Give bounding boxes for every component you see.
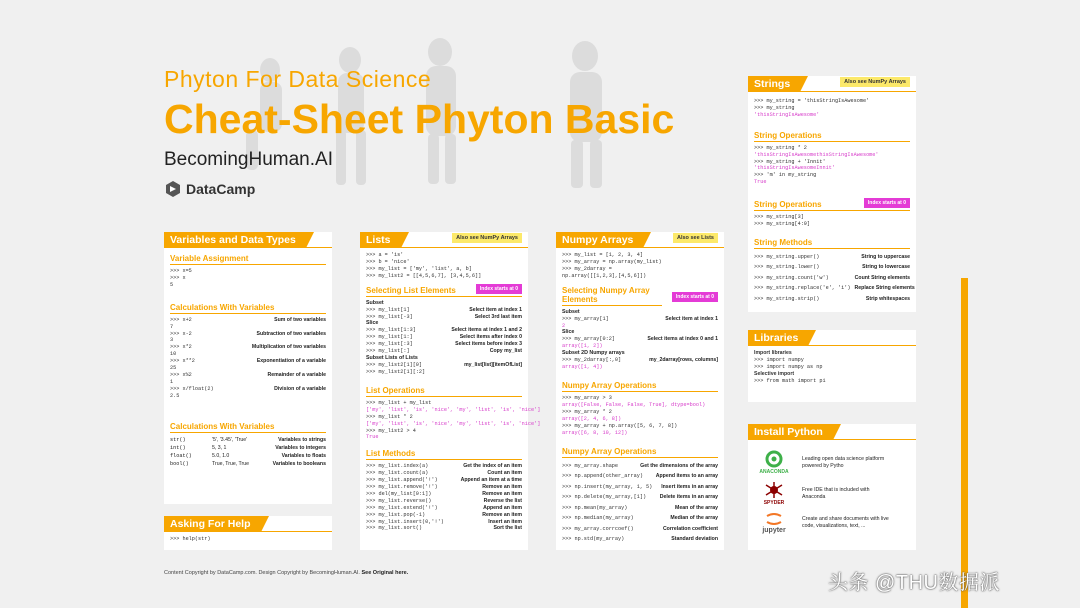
code-snippet: >>> my_list.sort() bbox=[366, 525, 423, 532]
select-list-heading bbox=[366, 286, 522, 297]
code-row bbox=[562, 524, 718, 535]
code-description: Select 3rd last item bbox=[474, 313, 522, 320]
code-description: Multiplication of two variables bbox=[251, 344, 326, 351]
code-description: Select item at index 1 bbox=[469, 306, 522, 313]
code-description: my_list[list][itemOfList] bbox=[464, 362, 522, 369]
anaconda-desc: Leading open data science platform powered by Pytho bbox=[802, 455, 885, 469]
code-row bbox=[170, 379, 326, 386]
type-row bbox=[170, 460, 326, 468]
code-row bbox=[562, 534, 718, 545]
code-row bbox=[366, 369, 522, 376]
code-snippet: >>> x**2 bbox=[170, 358, 195, 365]
code-description: Remainder of a variable bbox=[267, 371, 326, 378]
code-line: >>> my_string + 'Innit' bbox=[754, 158, 826, 165]
code-row bbox=[366, 341, 522, 348]
code-description: Exponentiation of a variable bbox=[256, 358, 326, 365]
code-line: >>> my_string = 'thisStringIsAwesome' bbox=[754, 98, 870, 104]
code-snippet: >>> my_list.reverse() bbox=[366, 497, 432, 504]
code-row bbox=[366, 307, 522, 314]
code-line: Import libraries bbox=[754, 350, 792, 356]
numpy-ops-heading: Numpy Array Operations bbox=[562, 381, 718, 392]
code-snippet: >>> x+2 bbox=[170, 316, 192, 323]
code-snippet: >>> my_string.count('w') bbox=[754, 274, 829, 281]
code-line: >>> my_list2 = [[4,5,6,7], [3,4,5,6]] bbox=[366, 272, 482, 279]
lists-badge: Also see NumPy Arrays bbox=[452, 233, 522, 243]
jupyter-icon bbox=[765, 512, 783, 526]
code-row bbox=[562, 343, 718, 350]
code-line: >>> b = 'nice' bbox=[366, 258, 410, 265]
code-snippet: >>> my_array[0:2] bbox=[562, 336, 615, 343]
code-row bbox=[366, 477, 522, 484]
string-index-badge: Index starts at 0 bbox=[864, 198, 910, 208]
subsection-label: Subset bbox=[562, 308, 580, 315]
type-conversion-table bbox=[170, 436, 326, 468]
code-line: True bbox=[754, 179, 767, 186]
select-list-rows bbox=[366, 300, 522, 376]
code-line: ['my', 'list', 'is', 'nice', 'my', 'list', 'is', 'nice'] bbox=[366, 420, 541, 427]
code-description: Standard deviation bbox=[671, 536, 718, 542]
code-snippet: 1 bbox=[170, 378, 174, 385]
spyder-item bbox=[754, 481, 910, 506]
numpy-badge: Also see Lists bbox=[673, 233, 718, 243]
code-row bbox=[170, 351, 326, 358]
code-snippet: >>> my_list[:] bbox=[366, 348, 410, 355]
libraries-panel bbox=[748, 330, 916, 402]
code-row bbox=[366, 484, 522, 491]
code-snippet: >>> my_list2[1][0] bbox=[366, 362, 423, 369]
code-row bbox=[562, 482, 718, 493]
code-row bbox=[754, 273, 910, 284]
code-snippet: >>> my_list.count(a) bbox=[366, 470, 429, 477]
footer-copyright bbox=[164, 570, 408, 576]
code-line: >>> import numpy bbox=[754, 356, 804, 363]
variable-assignment-heading: Variable Assignment bbox=[170, 254, 326, 265]
code-line: >>> import numpy as np bbox=[754, 363, 823, 370]
anaconda-item bbox=[754, 450, 910, 475]
code-description: Select items at index 0 and 1 bbox=[647, 336, 718, 343]
code-row bbox=[562, 364, 718, 371]
code-description: Remove an item bbox=[482, 484, 522, 491]
spyder-label: SPYDER bbox=[763, 500, 785, 506]
code-snippet: >>> my_list.index(a) bbox=[366, 463, 429, 470]
code-line: >>> my_2darray = bbox=[562, 265, 612, 272]
code-snippet: >>> np.std(my_array) bbox=[562, 536, 625, 542]
code-snippet: >>> my_list[1:] bbox=[366, 334, 413, 341]
brand-name: BecomingHuman.AI bbox=[164, 149, 333, 170]
code-description: Insert an item bbox=[488, 518, 522, 525]
help-title: Asking For Help bbox=[164, 516, 261, 532]
code-row bbox=[366, 327, 522, 334]
select-list-title: Selecting List Elements bbox=[366, 285, 456, 295]
code-description: Strip whitespaces bbox=[865, 295, 910, 302]
subsection-label: Slice bbox=[366, 320, 379, 327]
list-methods-rows bbox=[366, 463, 522, 532]
code-description: Get the dimensions of the array bbox=[640, 462, 718, 469]
code-snippet: >>> my_list.insert(0,'!') bbox=[366, 518, 444, 525]
code-row bbox=[366, 334, 522, 341]
types-heading: Calculations With Variables bbox=[170, 422, 326, 433]
code-line: Selective import bbox=[754, 370, 795, 377]
code-row bbox=[754, 294, 910, 305]
code-row bbox=[366, 314, 522, 321]
code-description: Append items to an array bbox=[655, 473, 718, 479]
code-line: >>> my_list = [1, 2, 3, 4] bbox=[562, 252, 643, 258]
strings-title: Strings bbox=[748, 76, 800, 92]
select-numpy-heading bbox=[562, 285, 714, 306]
numpy-ops-code bbox=[562, 395, 718, 436]
code-line: >>> my_array + np.array([5, 6, 7, 8]) bbox=[562, 422, 678, 429]
code-description: String to uppercase bbox=[861, 253, 910, 260]
code-snippet: >>> x%2 bbox=[170, 371, 192, 378]
code-line: >>> my_array > 3 bbox=[562, 395, 612, 402]
type-cell: '5', '3.45', 'True' bbox=[212, 436, 248, 443]
code-snippet: >>> my_array[1] bbox=[562, 315, 609, 322]
subsection-label: Subset 2D Numpy arrays bbox=[562, 350, 625, 357]
code-line: >>> my_array = np.array(my_list) bbox=[562, 258, 662, 265]
numpy-func-heading: Numpy Array Operations bbox=[562, 447, 718, 458]
type-cell: Variables to strings bbox=[278, 436, 326, 443]
code-snippet: >>> my_list.remove('!') bbox=[366, 484, 438, 491]
code-description: Append an item bbox=[483, 504, 522, 511]
code-snippet: array([1, 4]) bbox=[562, 364, 603, 371]
numpy-index-badge: Index starts at 0 bbox=[672, 292, 718, 302]
code-description: Delete items in an array bbox=[659, 494, 718, 500]
code-description: Sort the list bbox=[493, 525, 522, 532]
code-line: 'thisStringIsAwesomethisStringIsAwesome' bbox=[754, 151, 879, 158]
code-row bbox=[170, 337, 326, 344]
code-description: Count String elements bbox=[854, 274, 910, 281]
string-ops-heading: String Operations bbox=[754, 131, 910, 142]
anaconda-label: ANACONDA bbox=[759, 469, 789, 475]
string-ops-code bbox=[754, 145, 910, 186]
install-panel bbox=[748, 424, 916, 550]
code-line: >>> my_list = ['my', 'list', a, b] bbox=[366, 265, 472, 272]
code-row bbox=[754, 283, 915, 294]
subsection-label: Slice bbox=[562, 329, 575, 336]
footer-text: Content Copyright by DataCamp.com. Design Copyright by BecomingHuman.AI. bbox=[164, 570, 360, 576]
code-row bbox=[754, 252, 910, 263]
jupyter-label: jupyter bbox=[762, 527, 786, 534]
code-row bbox=[170, 386, 326, 393]
jupyter-item bbox=[754, 512, 910, 534]
code-line: >>> x=5 bbox=[170, 268, 192, 274]
type-cell: float() bbox=[170, 452, 192, 459]
code-line: array([2, 4, 6, 8]) bbox=[562, 415, 622, 422]
code-snippet: array([1, 2]) bbox=[562, 343, 603, 350]
string-ops2-title: String Operations bbox=[754, 200, 822, 210]
code-line: 5 bbox=[170, 281, 174, 288]
jupyter-desc: Create and share documents with live code, visualizations, text, ... bbox=[802, 516, 889, 529]
code-row bbox=[562, 461, 718, 472]
code-description: Select items before index 3 bbox=[455, 341, 522, 348]
code-line: 'thisStringIsAwesomeInnit' bbox=[754, 165, 835, 172]
code-row bbox=[366, 505, 522, 512]
code-row bbox=[170, 344, 326, 351]
code-description: Division of a variable bbox=[274, 385, 326, 392]
anaconda-icon bbox=[765, 450, 783, 468]
code-line: np.array([[1,2,3],[4,5,6]]) bbox=[562, 272, 647, 279]
code-row bbox=[562, 323, 718, 330]
code-row bbox=[170, 372, 326, 379]
code-snippet: >>> np.insert(my_array, 1, 5) bbox=[562, 483, 653, 490]
spyder-desc: Free IDE that is included with Anaconda bbox=[802, 486, 870, 500]
code-description: Reverse the list bbox=[483, 497, 522, 504]
help-panel bbox=[164, 516, 332, 550]
numpy-func-rows bbox=[562, 461, 718, 545]
code-row bbox=[366, 463, 522, 470]
code-snippet: >>> my_string.strip() bbox=[754, 295, 820, 302]
type-row bbox=[170, 452, 326, 460]
code-row bbox=[366, 348, 522, 355]
code-line: array([False, False, False, True], dtype=bool) bbox=[562, 401, 706, 408]
numpy-panel bbox=[556, 232, 724, 550]
page-title: Cheat-Sheet Phyton Basic bbox=[164, 96, 675, 142]
code-row bbox=[170, 358, 326, 365]
code-snippet: >>> np.mean(my_array) bbox=[562, 504, 628, 511]
strings-badge: Also see NumPy Arrays bbox=[840, 77, 910, 87]
code-line: >>> my_string[3] bbox=[754, 214, 804, 221]
index-badge: Index starts at 0 bbox=[476, 284, 522, 294]
code-row bbox=[562, 336, 718, 343]
lists-title: Lists bbox=[360, 232, 401, 248]
code-snippet: >>> np.median(my_array) bbox=[562, 515, 634, 521]
string-methods-heading: String Methods bbox=[754, 238, 910, 249]
code-snippet: >>> del(my_list[0:1]) bbox=[366, 490, 432, 497]
string-ops2-heading bbox=[754, 200, 910, 211]
type-cell: Variables to integers bbox=[275, 444, 326, 451]
code-row bbox=[366, 362, 522, 369]
code-snippet: >>> x*2 bbox=[170, 344, 192, 351]
code-row bbox=[366, 519, 522, 526]
code-description: Remove an item bbox=[482, 511, 522, 518]
code-snippet: 7 bbox=[170, 323, 174, 330]
code-snippet: >>> my_list[-3] bbox=[366, 313, 413, 320]
code-line: >>> my_list + my_list bbox=[366, 399, 432, 406]
code-row bbox=[366, 525, 522, 532]
watermark: 头条 @THU数据派 bbox=[828, 572, 1000, 594]
code-snippet: 3 bbox=[170, 337, 174, 344]
code-snippet: >>> my_array.shape bbox=[562, 462, 619, 469]
list-methods-heading: List Methods bbox=[366, 449, 522, 460]
code-line: 'thisStringIsAwesome' bbox=[754, 111, 820, 118]
type-row bbox=[170, 444, 326, 452]
code-row bbox=[170, 324, 326, 331]
select-numpy-title: Selecting Numpy Array Elements bbox=[562, 285, 650, 304]
accent-bar bbox=[961, 278, 968, 608]
code-description: Median of the array bbox=[670, 515, 718, 521]
subsection-label: Subset Lists of Lists bbox=[366, 355, 418, 362]
code-row bbox=[562, 492, 718, 503]
code-line: >>> my_array * 2 bbox=[562, 408, 612, 415]
code-snippet: >>> np.delete(my_array,[1]) bbox=[562, 494, 647, 500]
numpy-title: Numpy Arrays bbox=[556, 232, 643, 248]
code-snippet: 25 bbox=[170, 365, 177, 372]
spyder-icon bbox=[765, 481, 783, 499]
subsection-label: Subset bbox=[366, 299, 384, 306]
select-numpy-rows bbox=[562, 309, 718, 371]
lists-intro-code bbox=[366, 252, 522, 280]
code-description: Append an item at a time bbox=[460, 477, 522, 484]
code-snippet: >>> my_list2[1][:2] bbox=[366, 368, 426, 375]
code-description: Select item at index 1 bbox=[665, 315, 718, 322]
help-code: >>> help(str) bbox=[170, 536, 211, 542]
type-cell: True, True, True bbox=[212, 460, 249, 467]
code-snippet: >>> my_list.append('!') bbox=[366, 477, 438, 484]
code-snippet: 2.5 bbox=[170, 392, 180, 399]
code-line: >>> from math import pi bbox=[754, 377, 826, 384]
type-cell: int() bbox=[170, 444, 186, 451]
code-line: >>> 'm' in my_string bbox=[754, 172, 817, 179]
variables-title: Variables and Data Types bbox=[164, 232, 306, 248]
list-ops-code bbox=[366, 399, 541, 441]
string-index-code bbox=[754, 214, 910, 228]
lists-panel bbox=[360, 232, 541, 550]
libraries-code bbox=[754, 350, 910, 385]
code-description: Sum of two variables bbox=[274, 316, 326, 323]
code-snippet: >>> my_string.upper() bbox=[754, 253, 820, 260]
code-snippet: >>> my_list.extend('!') bbox=[366, 504, 438, 511]
code-row bbox=[562, 503, 718, 514]
code-description: Select items at index 1 and 2 bbox=[451, 327, 522, 334]
libraries-title: Libraries bbox=[748, 330, 808, 346]
code-snippet: >>> my_array.corrcoef() bbox=[562, 525, 634, 532]
strings-panel bbox=[748, 76, 916, 312]
code-description: Insert items in an array bbox=[661, 483, 718, 490]
datacamp-logo bbox=[164, 180, 255, 198]
code-description: Subtraction of two variables bbox=[256, 330, 326, 337]
code-description: Mean of the array bbox=[675, 504, 718, 511]
code-snippet: >>> my_list[1] bbox=[366, 306, 410, 313]
numpy-intro-code bbox=[562, 252, 718, 280]
code-snippet: >>> np.append(other_array) bbox=[562, 473, 643, 479]
variables-panel bbox=[164, 232, 332, 504]
code-description: Select items after index 0 bbox=[459, 334, 522, 341]
code-snippet: >>> x-2 bbox=[170, 330, 192, 337]
calculations-list bbox=[170, 317, 326, 400]
code-row bbox=[170, 331, 326, 338]
code-row bbox=[170, 365, 326, 372]
code-row bbox=[562, 471, 718, 482]
code-row bbox=[366, 470, 522, 477]
subtitle: Phyton For Data Science bbox=[164, 66, 432, 92]
code-row bbox=[366, 498, 522, 505]
code-description: Correlation coefficient bbox=[662, 525, 718, 532]
code-description: Replace String elements bbox=[854, 285, 915, 292]
code-row bbox=[170, 393, 326, 400]
strings-intro-code bbox=[754, 98, 910, 119]
type-cell: 5, 3, 1 bbox=[212, 444, 227, 451]
install-title: Install Python bbox=[748, 424, 833, 440]
code-line: ['my', 'list', 'is', 'nice', 'my', 'list', 'is', 'nice'] bbox=[366, 406, 541, 413]
type-cell: str() bbox=[170, 436, 186, 443]
code-description: Remove an item bbox=[482, 490, 522, 497]
code-row bbox=[562, 357, 718, 364]
variable-assignment-code bbox=[170, 268, 326, 289]
code-line: >>> my_list2 > 4 bbox=[366, 427, 416, 434]
code-row bbox=[562, 316, 718, 323]
code-line: array([6, 8, 10, 12]) bbox=[562, 429, 628, 436]
code-line: True bbox=[366, 434, 379, 441]
code-snippet: >>> my_list[1:3] bbox=[366, 327, 416, 334]
code-snippet: >>> my_list.pop(-1) bbox=[366, 511, 426, 518]
code-snippet: >>> my_string.lower() bbox=[754, 264, 820, 271]
code-line: >>> my_string bbox=[754, 104, 795, 111]
code-description: Copy my_list bbox=[489, 348, 522, 355]
type-cell: Variables to booleans bbox=[272, 460, 326, 467]
type-cell: Variables to floats bbox=[281, 452, 326, 459]
calculations-heading: Calculations With Variables bbox=[170, 303, 326, 314]
code-description: Count an item bbox=[487, 470, 522, 477]
datacamp-icon bbox=[164, 180, 182, 198]
code-snippet: >>> my_list[:3] bbox=[366, 341, 413, 348]
code-line: >>> a = 'is' bbox=[366, 252, 404, 258]
list-ops-heading: List Operations bbox=[366, 386, 522, 397]
code-snippet: 10 bbox=[170, 351, 177, 358]
code-snippet: 2 bbox=[562, 322, 566, 329]
code-snippet: >>> x/float(2) bbox=[170, 385, 214, 392]
type-cell: 5.0, 1.0 bbox=[212, 452, 230, 459]
code-line: >>> my_string[4:9] bbox=[754, 221, 811, 228]
string-methods-rows bbox=[754, 252, 915, 305]
datacamp-label: DataCamp bbox=[186, 181, 256, 197]
code-description: Get the index of an item bbox=[463, 463, 522, 470]
code-description: my_2darray[rows, columns] bbox=[649, 357, 718, 364]
see-original-link[interactable]: See Original here. bbox=[361, 570, 409, 576]
code-row bbox=[366, 512, 522, 519]
code-row bbox=[170, 317, 326, 324]
code-line: >>> my_list * 2 bbox=[366, 413, 413, 420]
type-cell: bool() bbox=[170, 460, 189, 467]
code-line: >>> my_string * 2 bbox=[754, 144, 807, 151]
code-line: >>> x bbox=[170, 274, 186, 281]
code-row bbox=[562, 513, 718, 524]
code-snippet: >>> my_2darray[:,0] bbox=[562, 357, 622, 364]
code-row bbox=[366, 491, 522, 498]
code-snippet: >>> my_string.replace('e', 'i') bbox=[754, 285, 851, 292]
code-row bbox=[754, 262, 910, 273]
code-description: String to lowercase bbox=[862, 264, 910, 271]
type-row bbox=[170, 436, 326, 444]
